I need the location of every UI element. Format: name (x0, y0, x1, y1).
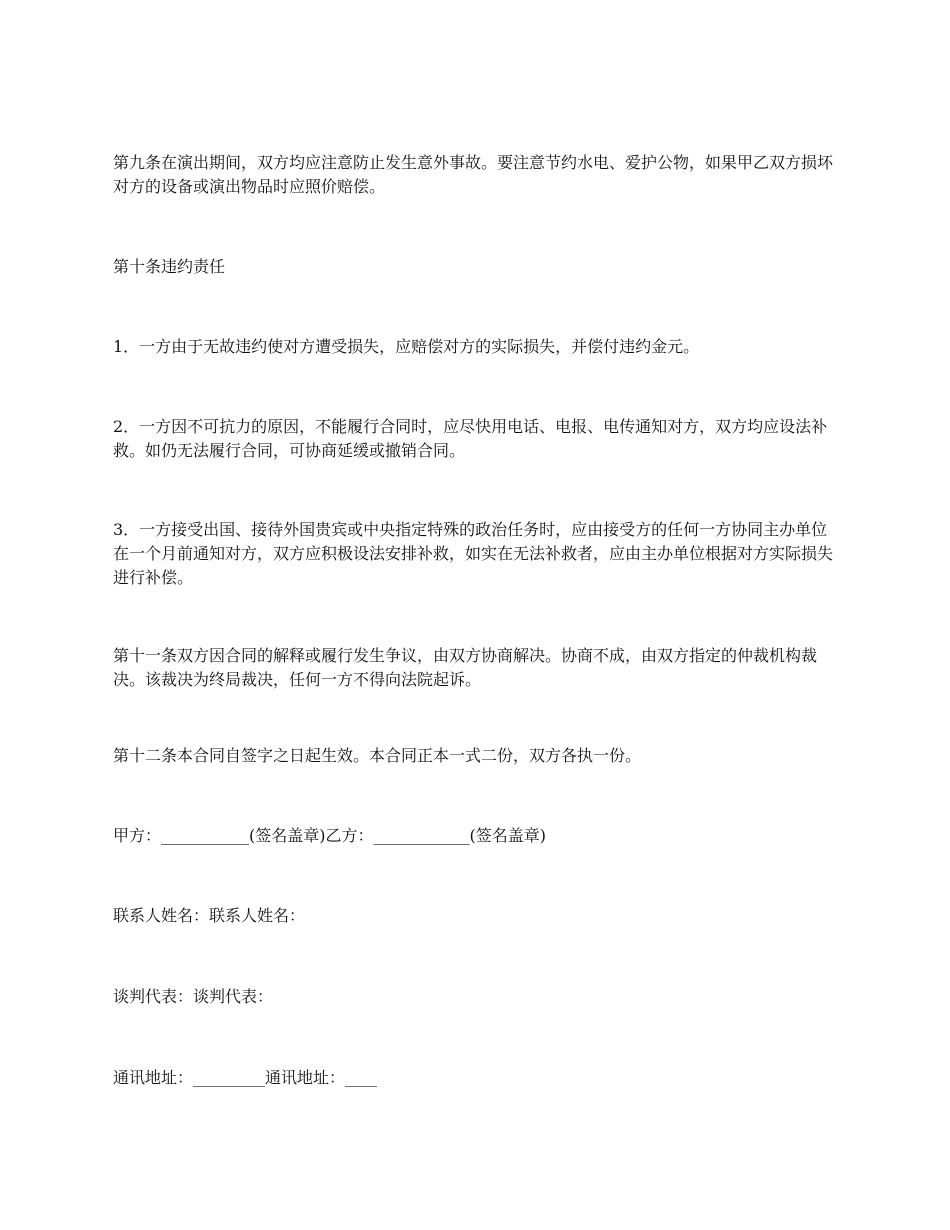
liability-item-2: 2．一方因不可抗力的原因，不能履行合同时，应尽快用电话、电报、电传通知对方，双方均应设法补救。如仍无法履行合同，可协商延缓或撤销合同。 (113, 417, 828, 460)
liability-item-3: 3．一方接受出国、接待外国贵宾或中央指定特殊的政治任务时，应由接受方的任何一方协同主办单位在一个月前通知对方，双方应积极设法安排补救，如实在无法补救者，应由主办单位根据对方实际损失进行补偿。 (113, 520, 834, 587)
address-line: 通讯地址：_________通讯地址：____ (113, 1068, 378, 1087)
article-12-paragraph: 第十二条本合同自签字之日起生效。本合同正本一式二份，双方各执一份。 (113, 746, 642, 765)
negotiators-line: 谈判代表：谈判代表： (113, 987, 274, 1006)
contact-names-line: 联系人姓名：联系人姓名： (113, 906, 306, 925)
article-9-paragraph: 第九条在演出期间，双方均应注意防止发生意外事故。要注意节约水电、爱护公物，如果甲乙双方损坏对方的设备或演出物品时应照价赔偿。 (113, 153, 834, 196)
article-10-heading: 第十条违约责任 (113, 257, 226, 276)
signature-line: 甲方：___________(签名盖章)乙方：____________(签名盖章) (113, 826, 546, 845)
liability-item-1: 1．一方由于无故违约使对方遭受损失，应赔偿对方的实际损失，并偿付违约金元。 (113, 337, 700, 356)
article-11-paragraph: 第十一条双方因合同的解释或履行发生争议，由双方协商解决。协商不成，由双方指定的仲裁机构裁决。该裁决为终局裁决，任何一方不得向法院起诉。 (113, 646, 818, 689)
